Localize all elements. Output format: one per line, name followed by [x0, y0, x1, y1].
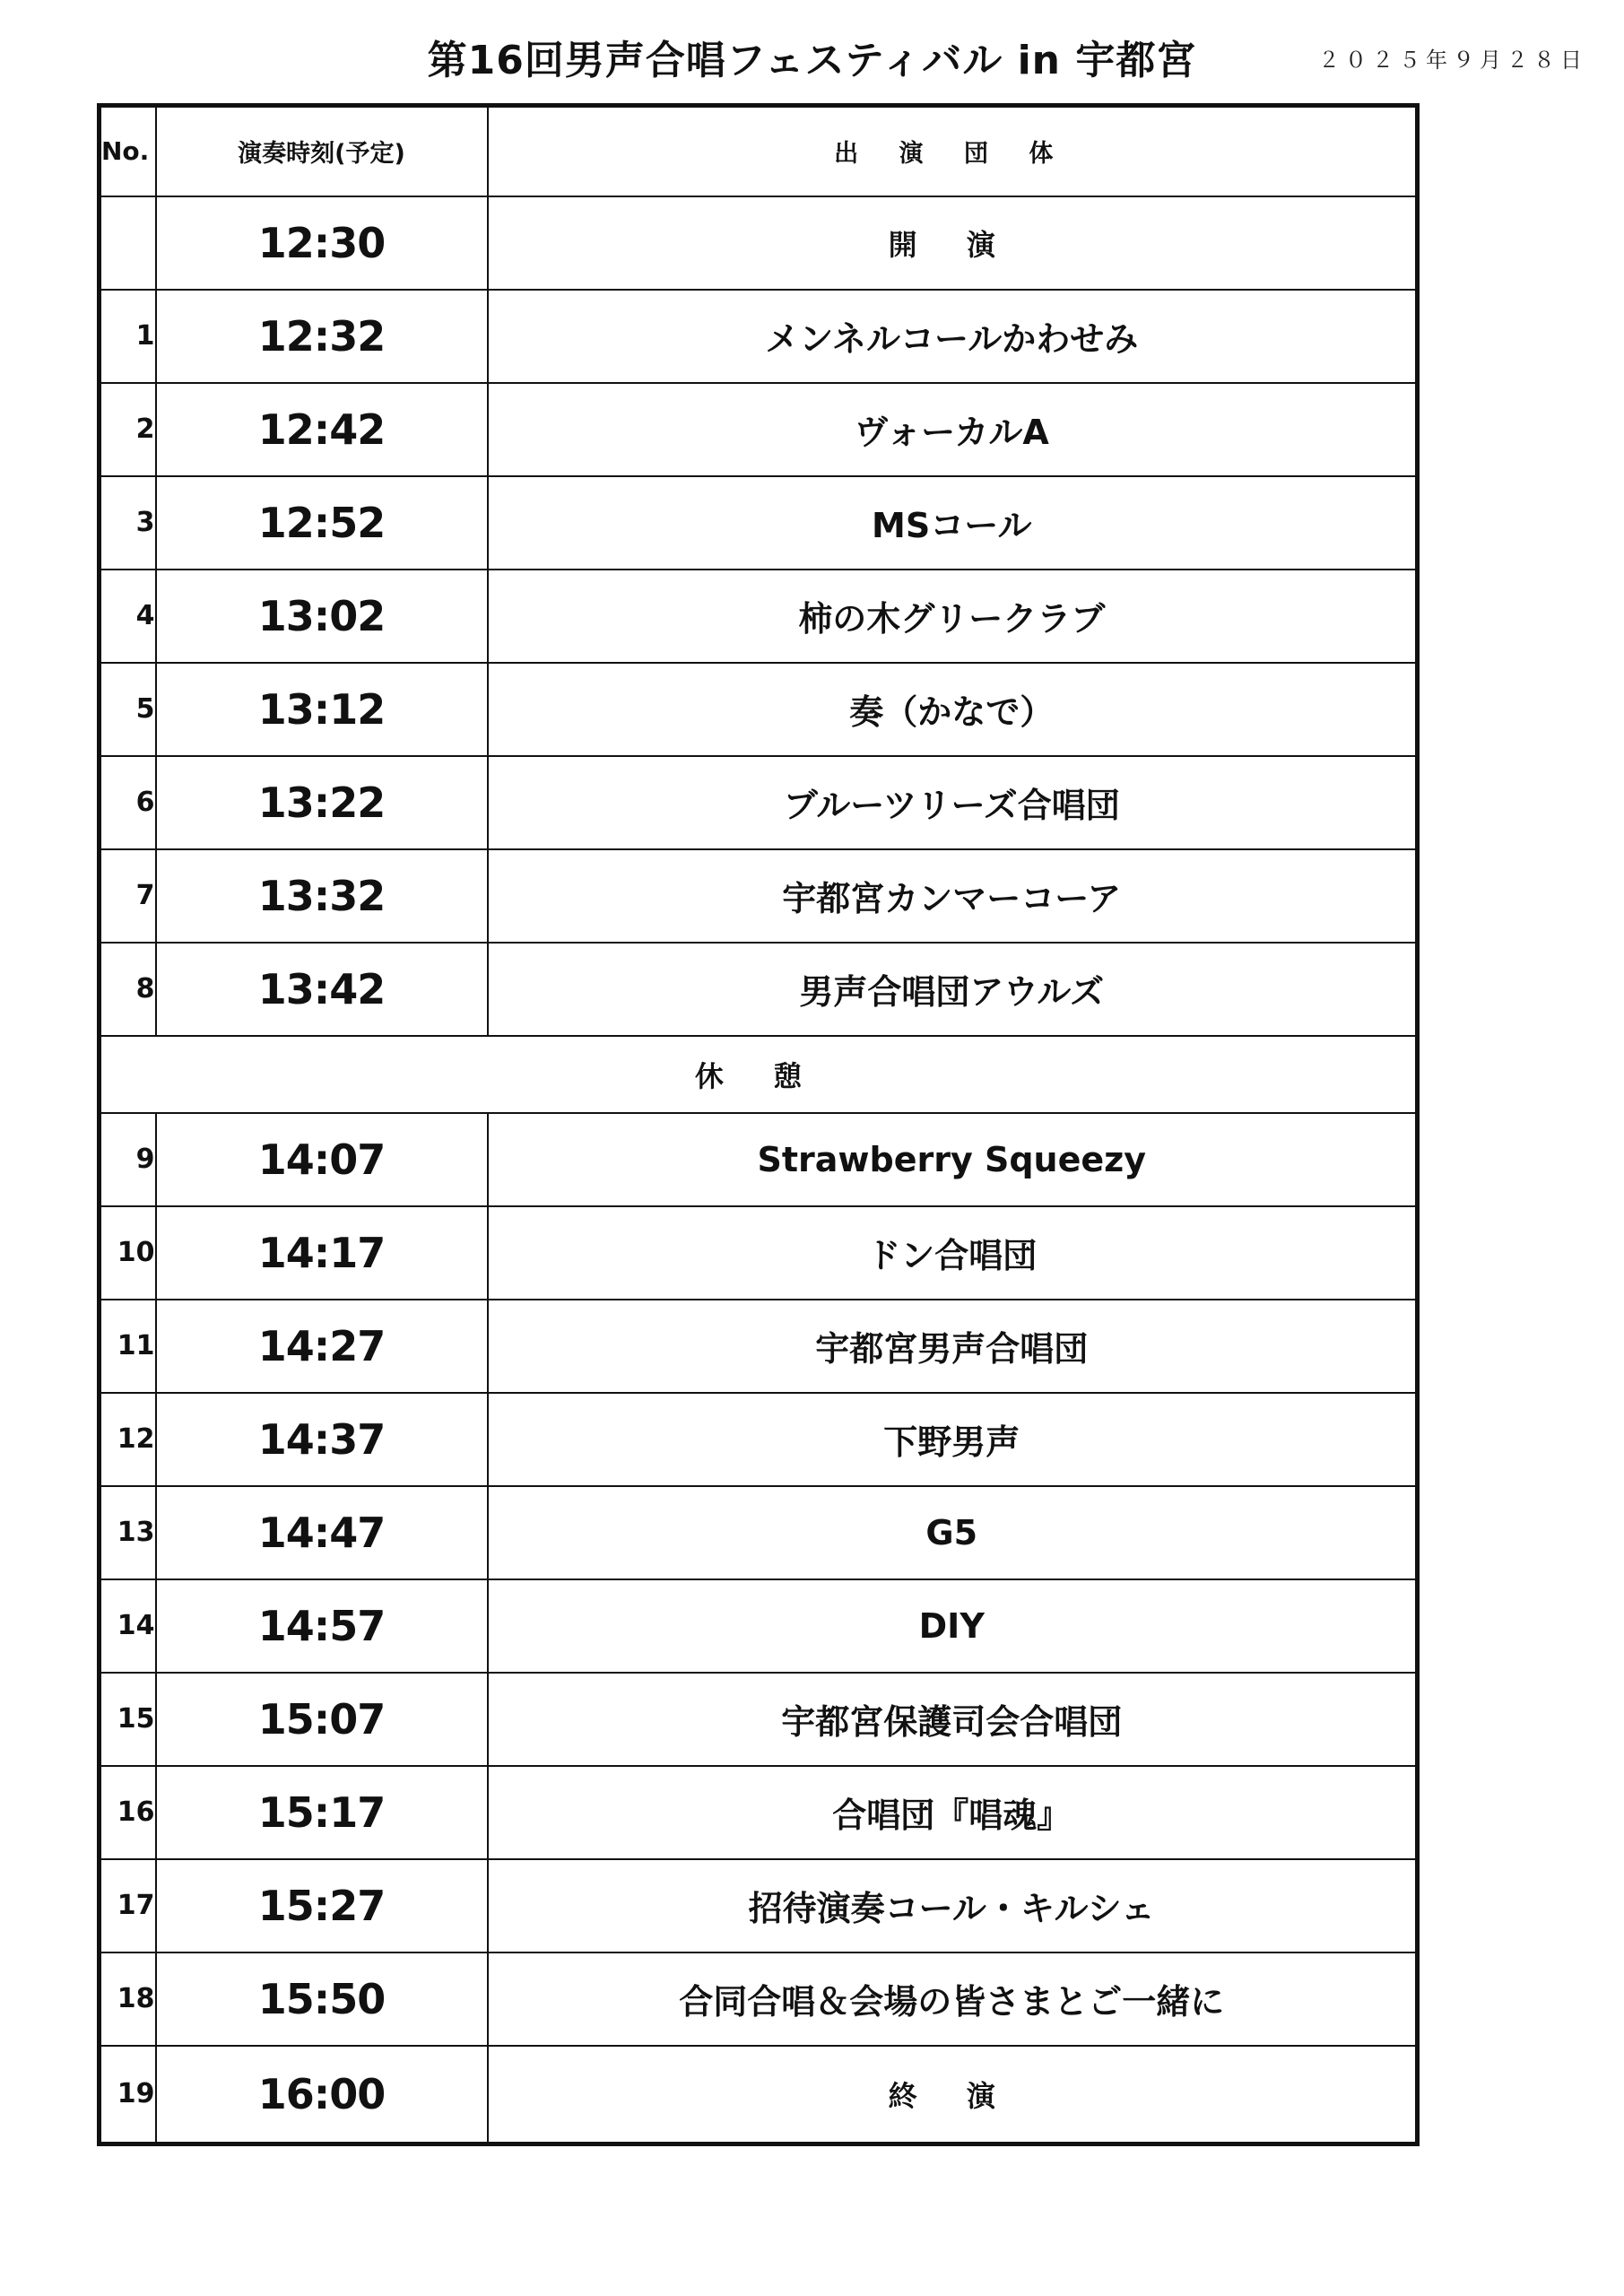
- row-time: 15:27: [156, 1859, 488, 1952]
- row-group: 宇都宮男声合唱団: [488, 1300, 1418, 1393]
- row-time: 14:57: [156, 1579, 488, 1673]
- row-time: 15:50: [156, 1952, 488, 2046]
- row-no: 14: [100, 1579, 156, 1673]
- table-row: [100, 290, 1418, 383]
- document-date: ２０２５年９月２８日: [1318, 48, 1587, 73]
- table-row: [100, 1486, 1418, 1579]
- table-row: [100, 1206, 1418, 1300]
- row-time: 13:32: [156, 849, 488, 943]
- table-row: [100, 570, 1418, 663]
- table-row: [100, 1300, 1418, 1393]
- table-row: [100, 756, 1418, 849]
- row-time: 16:00: [156, 2046, 488, 2144]
- row-time: 13:12: [156, 663, 488, 756]
- header-no: No.: [100, 106, 156, 196]
- row-group: 下野男声: [488, 1393, 1418, 1486]
- row-no: 19: [100, 2046, 156, 2144]
- row-group: DIY: [488, 1579, 1418, 1673]
- row-group: G5: [488, 1486, 1418, 1579]
- row-time: 13:22: [156, 756, 488, 849]
- row-no: 6: [100, 756, 156, 849]
- table-row: [100, 663, 1418, 756]
- table-row: [100, 849, 1418, 943]
- table-header-row: [100, 106, 1418, 196]
- schedule-table: [97, 103, 1420, 2146]
- closing-row: [100, 2046, 1418, 2144]
- row-time: 12:30: [156, 196, 488, 290]
- row-group: 男声合唱団アウルズ: [488, 943, 1418, 1036]
- row-no: 11: [100, 1300, 156, 1393]
- row-no: [100, 196, 156, 290]
- row-time: 12:52: [156, 476, 488, 570]
- row-no: 15: [100, 1673, 156, 1766]
- table-row: [100, 1766, 1418, 1859]
- row-time: 14:27: [156, 1300, 488, 1393]
- row-no: 7: [100, 849, 156, 943]
- row-group: 宇都宮保護司会合唱団: [488, 1673, 1418, 1766]
- row-group: 開 演: [488, 196, 1418, 290]
- row-group: 奏（かなで）: [488, 663, 1418, 756]
- row-no: 4: [100, 570, 156, 663]
- row-no: 18: [100, 1952, 156, 2046]
- row-group: ヴォーカルA: [488, 383, 1418, 476]
- row-no: 17: [100, 1859, 156, 1952]
- row-group: ドン合唱団: [488, 1206, 1418, 1300]
- break-row: [100, 1036, 1418, 1113]
- row-group: 終 演: [488, 2046, 1418, 2144]
- row-no: 12: [100, 1393, 156, 1486]
- row-no: 1: [100, 290, 156, 383]
- row-no: 2: [100, 383, 156, 476]
- row-time: 15:17: [156, 1766, 488, 1859]
- opening-row: [100, 196, 1418, 290]
- table-row: [100, 1859, 1418, 1952]
- table-row: [100, 476, 1418, 570]
- row-group: 合同合唱＆会場の皆さまとご一緒に: [488, 1952, 1418, 2046]
- row-time: 12:42: [156, 383, 488, 476]
- table-row: [100, 1393, 1418, 1486]
- row-time: 13:42: [156, 943, 488, 1036]
- row-time: 14:07: [156, 1113, 488, 1206]
- table-row: [100, 383, 1418, 476]
- row-time: 15:07: [156, 1673, 488, 1766]
- table-row: [100, 1579, 1418, 1673]
- row-no: 13: [100, 1486, 156, 1579]
- row-no: 9: [100, 1113, 156, 1206]
- row-group: MSコール: [488, 476, 1418, 570]
- row-no: 16: [100, 1766, 156, 1859]
- break-label: 休 憩: [100, 1036, 1418, 1113]
- row-group: Strawberry Squeezy: [488, 1113, 1418, 1206]
- header-time: 演奏時刻(予定): [156, 106, 488, 196]
- row-group: 柿の木グリークラブ: [488, 570, 1418, 663]
- row-no: 5: [100, 663, 156, 756]
- table-row: [100, 1673, 1418, 1766]
- row-group: ブルーツリーズ合唱団: [488, 756, 1418, 849]
- header-group: 出 演 団 体: [488, 106, 1418, 196]
- row-group: 合唱団『唱魂』: [488, 1766, 1418, 1859]
- table-row: [100, 1952, 1418, 2046]
- row-time: 14:37: [156, 1393, 488, 1486]
- row-time: 12:32: [156, 290, 488, 383]
- page-title: 第16回男声合唱フェスティバル in 宇都宮: [427, 38, 1197, 83]
- row-no: 3: [100, 476, 156, 570]
- row-time: 14:47: [156, 1486, 488, 1579]
- row-group: 宇都宮カンマーコーア: [488, 849, 1418, 943]
- row-time: 13:02: [156, 570, 488, 663]
- row-time: 14:17: [156, 1206, 488, 1300]
- table-row: [100, 943, 1418, 1036]
- table-row: [100, 1113, 1418, 1206]
- row-no: 8: [100, 943, 156, 1036]
- row-no: 10: [100, 1206, 156, 1300]
- row-group: メンネルコールかわせみ: [488, 290, 1418, 383]
- row-group: 招待演奏コール・キルシェ: [488, 1859, 1418, 1952]
